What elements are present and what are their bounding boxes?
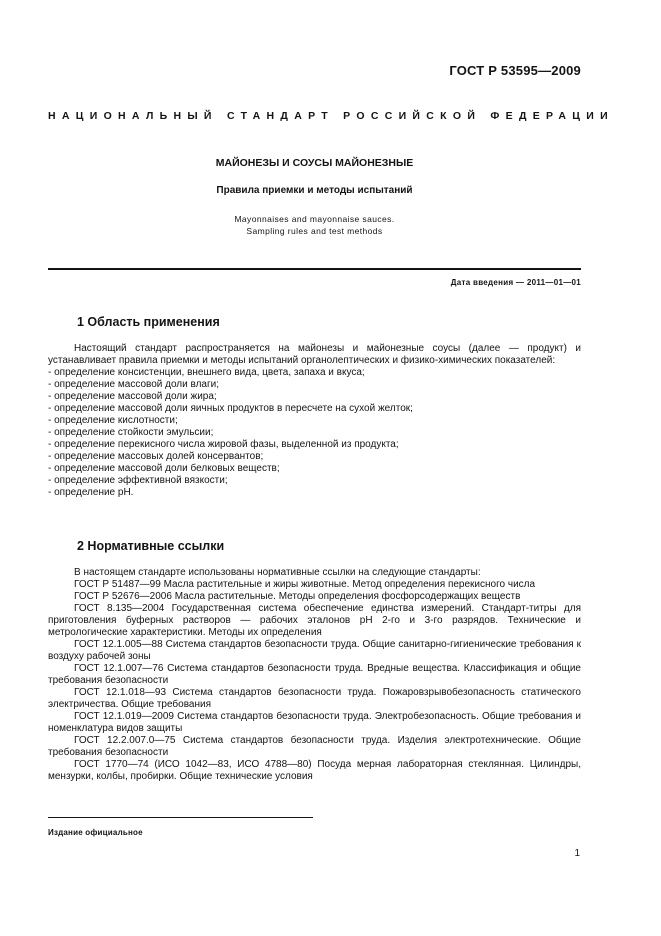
section-1-heading: 1 Область применения	[77, 315, 220, 329]
list-item: - определение массовой доли белковых веществ;	[48, 463, 280, 474]
reference-item: ГОСТ 1770—74 (ИСО 1042—83, ИСО 4788—80) Посуда мерная лабораторная стеклянная. Цилиндры, мензурки, колбы, пробирки. Общие технические условия	[48, 759, 581, 782]
section-2-body	[48, 567, 581, 783]
reference-item: ГОСТ 12.2.007.0—75 Система стандартов безопасности труда. Изделия электротехнические. Общие требования безопасности	[48, 735, 581, 758]
national-standard-line: НАЦИОНАЛЬНЫЙ СТАНДАРТ РОССИЙСКОЙ ФЕДЕРАЦИИ	[48, 110, 614, 122]
header-divider	[48, 268, 581, 270]
page-number: 1	[574, 848, 580, 859]
english-title	[48, 213, 581, 237]
reference-item: ГОСТ 8.135—2004 Государственная система обеспечение единства измерений. Стандарт-титры для приготовления буферных растворов — рабочих эталонов pH 2-го и 3-го разрядов. Технические и метрологические характеристики. Методы их определения	[48, 603, 581, 638]
english-title-line-2: Sampling rules and test methods	[246, 226, 383, 236]
official-edition-label: Издание официальное	[48, 828, 143, 837]
standard-number: ГОСТ Р 53595—2009	[449, 63, 581, 78]
list-item: - определение консистенции, внешнего вида, цвета, запаха и вкуса;	[48, 367, 365, 378]
document-subtitle: Правила приемки и методы испытаний	[216, 185, 413, 196]
document-title: МАЙОНЕЗЫ И СОУСЫ МАЙОНЕЗНЫЕ	[215, 157, 414, 169]
list-item: - определение массовой доли влаги;	[48, 379, 220, 390]
reference-item: ГОСТ 12.1.018—93 Система стандартов безопасности труда. Пожаровзрывобезопасность статического электричества. Общие требования	[48, 687, 581, 710]
list-item: - определение эффективной вязкости;	[48, 475, 228, 486]
section-1-intro: Настоящий стандарт распространяется на майонезы и майонезные соусы (далее — продукт) и устанавливает правила приемки и методы испытаний органолептических и физико-химических показателей:	[48, 343, 581, 366]
list-item: - определение pH.	[48, 487, 134, 498]
reference-item: ГОСТ Р 51487—99 Масла растительные и жиры животные. Метод определения перекисного числа	[74, 579, 536, 590]
reference-item: ГОСТ Р 52676—2006 Масла растительные. Методы определения фосфорсодержащих веществ	[74, 591, 521, 602]
footer-divider	[48, 817, 313, 818]
list-item: - определение массовой доли яичных продуктов в пересчете на сухой желток;	[48, 403, 413, 414]
list-item: - определение стойкости эмульсии;	[48, 427, 214, 438]
list-item: - определение массовых долей консервантов;	[48, 451, 264, 462]
section-2-intro: В настоящем стандарте использованы нормативные ссылки на следующие стандарты:	[74, 567, 481, 578]
english-title-line-1: Mayonnaises and mayonnaise sauces.	[234, 214, 395, 224]
reference-item: ГОСТ 12.1.019—2009 Система стандартов безопасности труда. Электробезопасность. Общие требования и номенклатура видов защиты	[48, 711, 581, 734]
list-item: - определение кислотности;	[48, 415, 178, 426]
list-item: - определение массовой доли жира;	[48, 391, 217, 402]
section-1-body	[48, 343, 581, 499]
section-2-heading: 2 Нормативные ссылки	[77, 539, 225, 553]
reference-item: ГОСТ 12.1.007—76 Система стандартов безопасности труда. Вредные вещества. Классификация и общие требования безопасности	[48, 663, 581, 686]
reference-item: ГОСТ 12.1.005—88 Система стандартов безопасности труда. Общие санитарно-гигиенические требования к воздуху рабочей зоны	[48, 639, 581, 662]
list-item: - определение перекисного числа жировой фазы, выделенной из продукта;	[48, 439, 399, 450]
introduction-date: Дата введения — 2011—01—01	[450, 278, 581, 287]
